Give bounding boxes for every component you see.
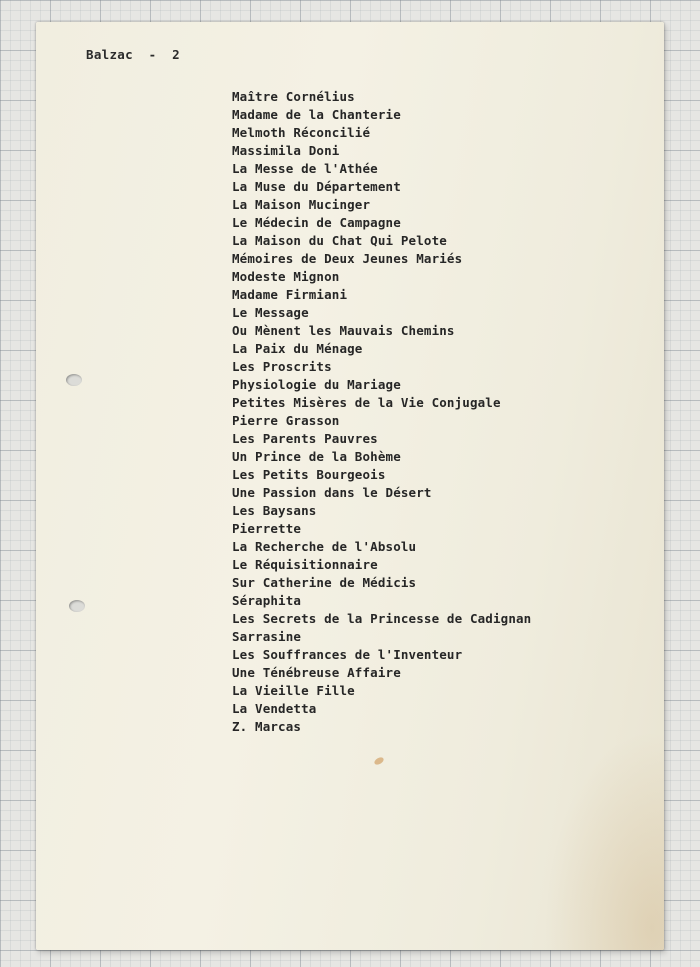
list-item: La Recherche de l'Absolu	[232, 539, 417, 554]
list-item: Ou Mènent les Mauvais Chemins	[232, 323, 455, 338]
list-item: La Messe de l'Athée	[232, 161, 378, 176]
list-item: Un Prince de la Bohème	[232, 449, 401, 464]
list-item: La Maison du Chat Qui Pelote	[232, 233, 447, 248]
list-item: Pierre Grasson	[232, 413, 340, 428]
list-item: Pierrette	[232, 521, 302, 536]
list-item: Physiologie du Mariage	[232, 377, 401, 392]
list-item: Sur Catherine de Médicis	[232, 575, 417, 590]
list-item: La Maison Mucinger	[232, 197, 371, 212]
list-item: Le Réquisitionnaire	[232, 557, 378, 572]
list-item: Une Passion dans le Désert	[232, 485, 432, 500]
list-item: Madame de la Chanterie	[232, 107, 401, 122]
list-item: Sarrasine	[232, 629, 302, 644]
list-item: Maître Cornélius	[232, 89, 355, 104]
list-item: Mémoires de Deux Jeunes Mariés	[232, 251, 463, 266]
list-item: Petites Misères de la Vie Conjugale	[232, 395, 501, 410]
list-item: Melmoth Réconcilié	[232, 125, 371, 140]
list-item: Les Petits Bourgeois	[232, 467, 386, 482]
stain-spot	[373, 756, 385, 766]
list-item: La Vendetta	[232, 701, 317, 716]
punch-hole-lower	[69, 600, 85, 612]
list-item: La Paix du Ménage	[232, 341, 363, 356]
page-header: Balzac - 2	[86, 47, 180, 62]
title-list	[232, 88, 531, 736]
list-item: Séraphita	[232, 593, 302, 608]
list-item: Madame Firmiani	[232, 287, 348, 302]
punch-hole-upper	[66, 374, 82, 386]
typed-page	[36, 22, 664, 950]
list-item: Les Proscrits	[232, 359, 332, 374]
list-item: Massimila Doni	[232, 143, 340, 158]
list-item: Z. Marcas	[232, 719, 302, 734]
list-item: Les Souffrances de l'Inventeur	[232, 647, 463, 662]
list-item: La Vieille Fille	[232, 683, 355, 698]
list-item: Les Secrets de la Princesse de Cadignan	[232, 611, 532, 626]
list-item: Le Médecin de Campagne	[232, 215, 401, 230]
list-item: La Muse du Département	[232, 179, 401, 194]
list-item: Le Message	[232, 305, 309, 320]
list-item: Les Baysans	[232, 503, 317, 518]
list-item: Modeste Mignon	[232, 269, 340, 284]
list-item: Une Ténébreuse Affaire	[232, 665, 401, 680]
list-item: Les Parents Pauvres	[232, 431, 378, 446]
